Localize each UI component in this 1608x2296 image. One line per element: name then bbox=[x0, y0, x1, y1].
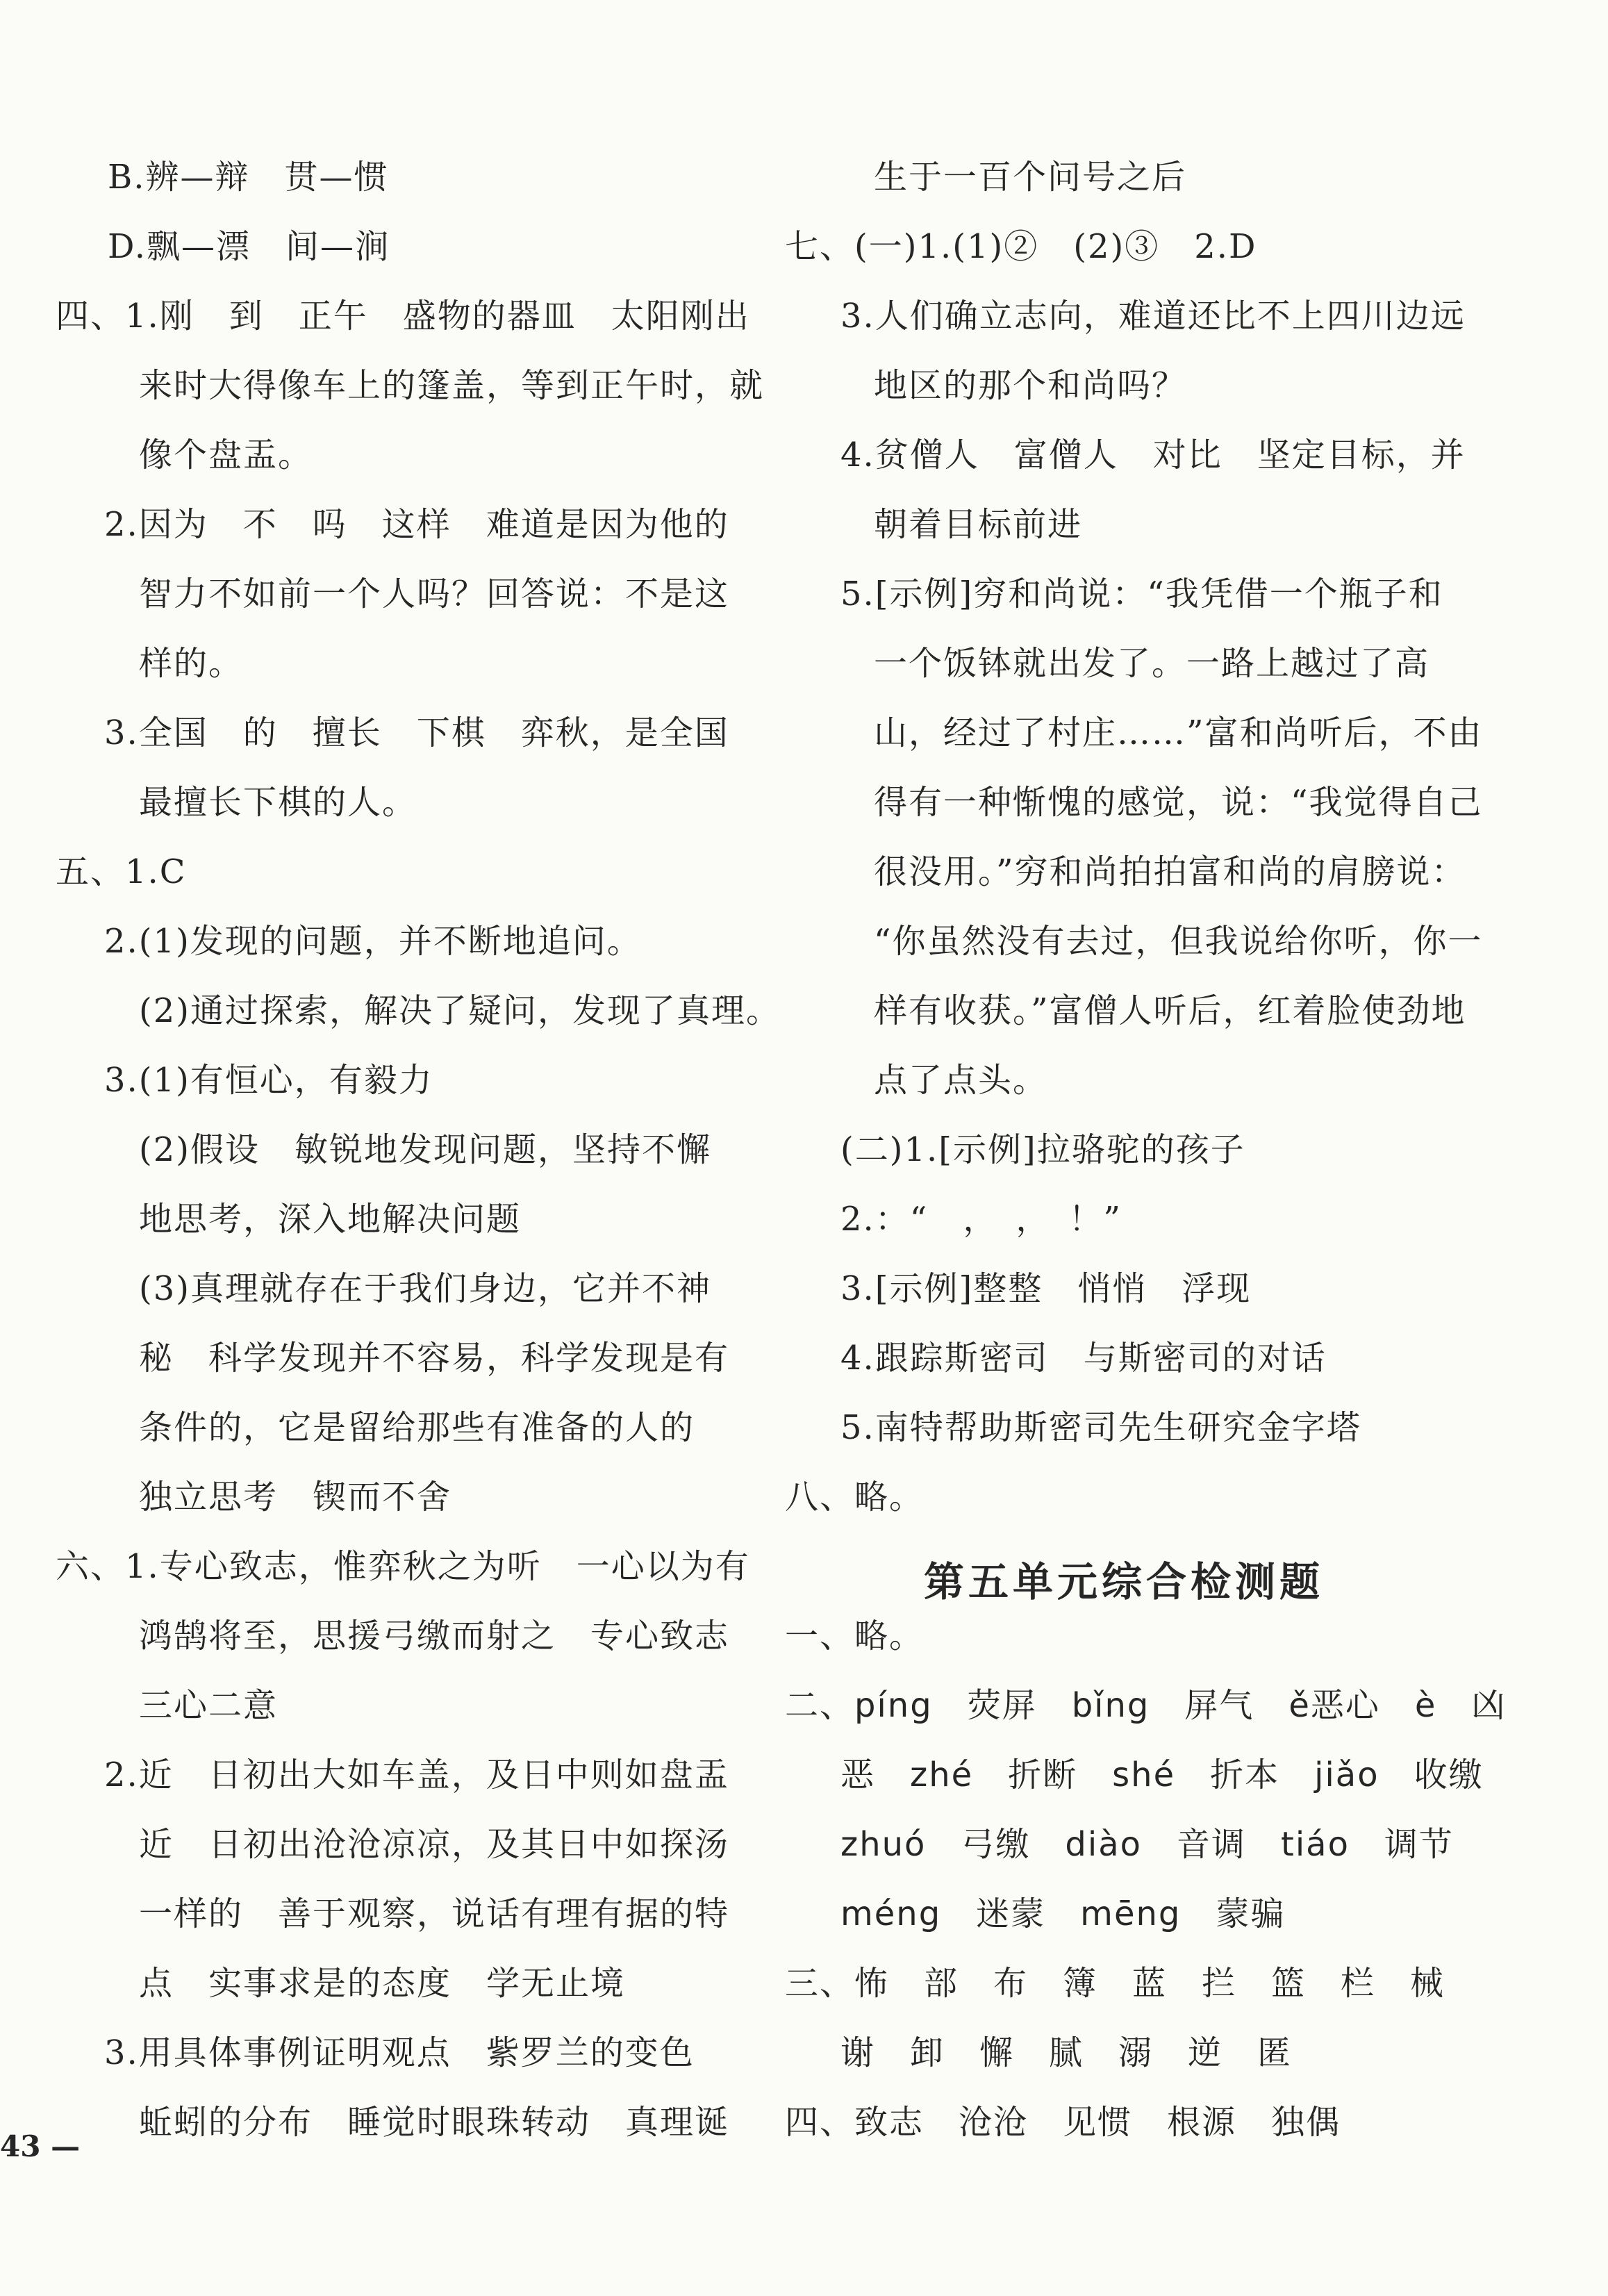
answer-line: zhuó 弓缴 diào 音调 tiáo 调节 bbox=[840, 1825, 1454, 1864]
answer-line: 得有一种惭愧的感觉，说：“我觉得自己 bbox=[874, 783, 1483, 822]
answer-line: 2.(1)发现的问题，并不断地追问。 bbox=[104, 922, 642, 961]
answer-line: 3.全国 的 擅长 下棋 弈秋，是全国 bbox=[104, 713, 729, 752]
answer-line: 智力不如前一个人吗？回答说：不是这 bbox=[139, 575, 730, 613]
answer-line: 谢 卸 懈 腻 溺 逆 匿 bbox=[840, 2033, 1293, 2072]
page-number: 43 — bbox=[0, 2129, 81, 2163]
answer-line: 最擅长下棋的人。 bbox=[139, 783, 417, 822]
answer-line: D.飘—漂 间—涧 bbox=[108, 227, 390, 266]
answer-line: B.辨—辩 贯—惯 bbox=[108, 158, 389, 197]
answer-line: 3.用具体事例证明观点 紫罗兰的变色 bbox=[104, 2033, 695, 2072]
answer-line: 独立思考 锲而不舍 bbox=[139, 1478, 452, 1517]
answer-line: 一样的 善于观察，说话有理有据的特 bbox=[139, 1894, 730, 1933]
answer-line: 3.人们确立志向，难道还比不上四川边远 bbox=[840, 297, 1466, 336]
answer-line: 山，经过了村庄……”富和尚听后，不由 bbox=[874, 713, 1483, 752]
answer-line: (3)真理就存在于我们身边，它并不神 bbox=[139, 1269, 711, 1308]
answer-line: 2.因为 不 吗 这样 难道是因为他的 bbox=[104, 505, 729, 544]
answer-line: 地区的那个和尚吗？ bbox=[874, 366, 1187, 405]
answer-line: 恶 zhé 折断 shé 折本 jiǎo 收缴 bbox=[840, 1756, 1484, 1794]
answer-line: 七、(一)1.(1)② (2)③ 2.D bbox=[785, 227, 1257, 266]
answer-line: 近 日初出沧沧凉凉，及其日中如探汤 bbox=[139, 1825, 730, 1864]
section-title: 第五单元综合检测题 bbox=[924, 1558, 1325, 1605]
answer-line: 四、1.刚 到 正午 盛物的器皿 太阳刚出 bbox=[56, 297, 750, 336]
answer-line: 三、怖 部 布 簿 蓝 拦 篮 栏 械 bbox=[785, 1964, 1445, 2003]
answer-line: 四、致志 沧沧 见惯 根源 独偶 bbox=[785, 2103, 1341, 2142]
answer-line: 八、略。 bbox=[785, 1478, 925, 1517]
answer-line: 朝着目标前进 bbox=[874, 505, 1083, 544]
answer-line: 秘 科学发现并不容易，科学发现是有 bbox=[139, 1339, 730, 1378]
answer-line: 4.跟踪斯密司 与斯密司的对话 bbox=[840, 1339, 1327, 1378]
answer-line: 很没用。”穷和尚拍拍富和尚的肩膀说： bbox=[874, 852, 1466, 891]
answer-line: 5.南特帮助斯密司先生研究金字塔 bbox=[840, 1408, 1361, 1447]
answer-line: “你虽然没有去过，但我说给你听，你一 bbox=[874, 922, 1483, 961]
answer-line: 条件的，它是留给那些有准备的人的 bbox=[139, 1408, 695, 1447]
answer-line: 五、1.C bbox=[56, 852, 187, 891]
answer-line: méng 迷蒙 mēng 蒙骗 bbox=[840, 1894, 1286, 1933]
answer-line: 蚯蚓的分布 睡觉时眼珠转动 真理诞 bbox=[139, 2103, 730, 2142]
answer-line: 样的。 bbox=[139, 644, 244, 683]
answer-line: 六、1.专心致志，惟弈秋之为听 一心以为有 bbox=[56, 1547, 750, 1586]
answer-line: 一个饭钵就出发了。一路上越过了高 bbox=[874, 644, 1430, 683]
answer-line: 来时大得像车上的篷盖，等到正午时，就 bbox=[139, 366, 765, 405]
answer-line: 样有收获。”富僧人听后，红着脸使劲地 bbox=[874, 991, 1466, 1030]
answer-line: 3.(1)有恒心，有毅力 bbox=[104, 1061, 433, 1100]
answer-line: 生于一百个问号之后 bbox=[874, 158, 1187, 197]
answer-line: 点 实事求是的态度 学无止境 bbox=[139, 1964, 626, 2003]
answer-line: 一、略。 bbox=[785, 1617, 925, 1655]
answer-line: 地思考，深入地解决问题 bbox=[139, 1200, 522, 1239]
answer-line: (2)通过探索，解决了疑问，发现了真理。 bbox=[139, 991, 781, 1030]
answer-line: 鸿鹄将至，思援弓缴而射之 专心致志 bbox=[139, 1617, 730, 1655]
answer-line: 2.近 日初出大如车盖，及日中则如盘盂 bbox=[104, 1756, 729, 1794]
answer-line: 点了点头。 bbox=[874, 1061, 1048, 1100]
answer-line: 二、píng 荧屏 bǐng 屏气 ě恶心 è 凶 bbox=[785, 1686, 1507, 1725]
answer-line: (二)1.[示例]拉骆驼的孩子 bbox=[840, 1130, 1245, 1169]
answer-line: 5.[示例]穷和尚说：“我凭借一个瓶子和 bbox=[840, 575, 1443, 613]
answer-line: 三心二意 bbox=[139, 1686, 279, 1725]
answer-line: 像个盘盂。 bbox=[139, 436, 313, 474]
answer-line: (2)假设 敏锐地发现问题，坚持不懈 bbox=[139, 1130, 711, 1169]
answer-line: 2.：“ ， ， ！” bbox=[840, 1200, 1122, 1239]
answer-line: 4.贫僧人 富僧人 对比 坚定目标，并 bbox=[840, 436, 1466, 474]
answer-line: 3.[示例]整整 悄悄 浮现 bbox=[840, 1269, 1252, 1308]
